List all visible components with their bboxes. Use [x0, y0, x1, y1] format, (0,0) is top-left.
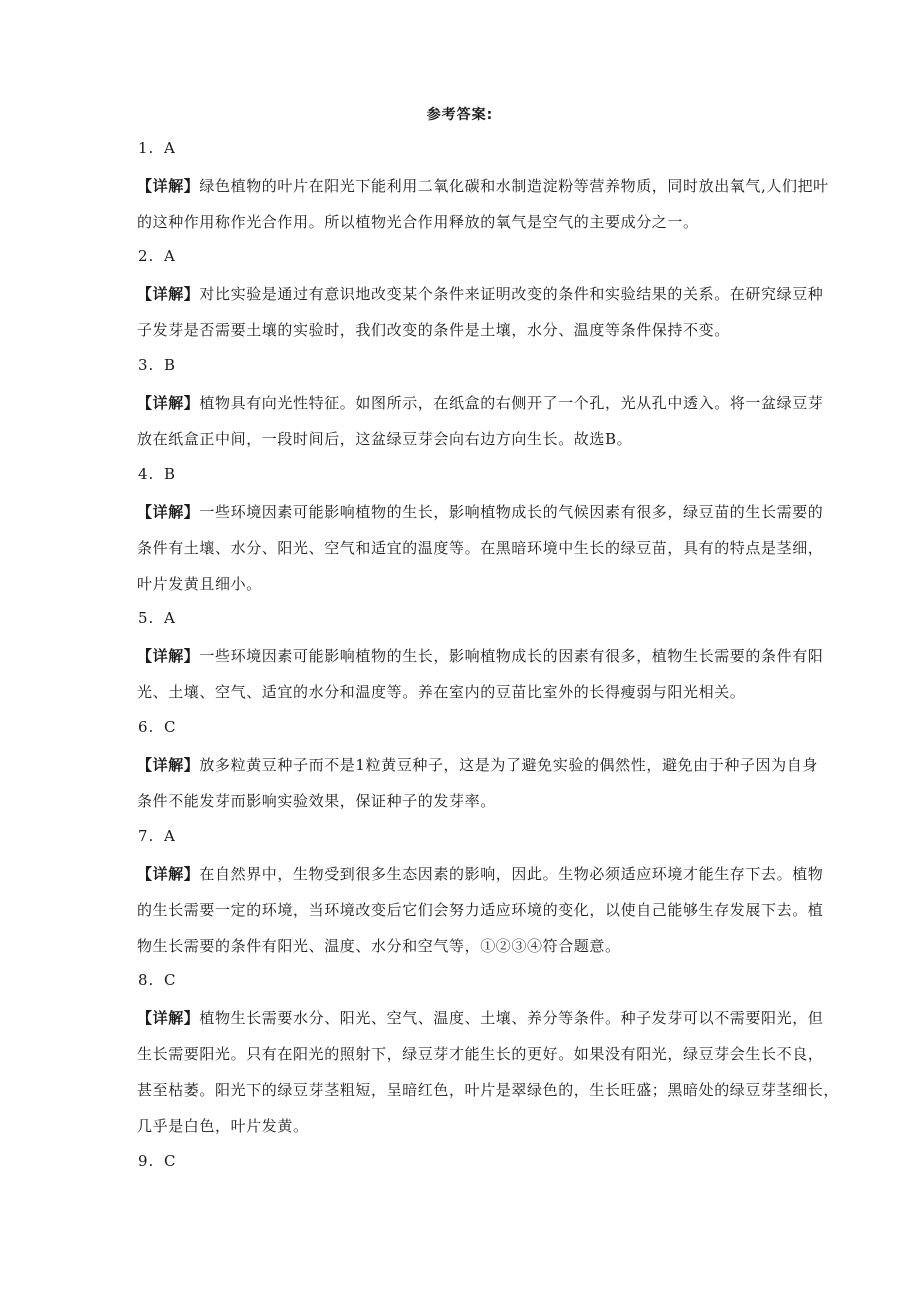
explanation-line: 子发芽是否需要土壤的实验时，我们改变的条件是土壤，水分、温度等条件保持不变。 [137, 321, 730, 339]
explanation-line: 物生长需要的条件有阳光、温度、水分和空气等，①②③④符合题意。 [137, 937, 621, 955]
detail-tag: 【详解】 [137, 394, 200, 412]
detail-tag: 【详解】 [137, 647, 200, 665]
explanation-line: 在自然界中，生物受到很多生态因素的影响，因此。生物必须适应环境才能生存下去。植物 [199, 865, 824, 883]
explanation-line: 条件不能发芽而影响实验效果，保证种子的发芽率。 [137, 792, 496, 810]
question-number: 3. [138, 356, 155, 374]
answer-letter: B [164, 465, 177, 483]
explanation-line: 的这种作用称作光合作用。所以植物光合作用释放的氧气是空气的主要成分之一。 [137, 213, 699, 231]
explanation-5 [137, 638, 824, 710]
explanation-2 [137, 276, 824, 348]
explanation-line: 放多粒黄豆种子而不是1粒黄豆种子，这是为了避免实验的偶然性，避免由于种子因为自身 [199, 756, 818, 774]
detail-tag: 【详解】 [137, 503, 200, 521]
explanation-line: 甚至枯萎。阳光下的绿豆芽茎粗短，呈暗红色，叶片是翠绿色的，生长旺盛；黑暗处的绿豆芽茎细长， [137, 1081, 840, 1099]
answer-6 [138, 718, 176, 736]
explanation-line: 一些环境因素可能影响植物的生长，影响植物成长的因素有很多，植物生长需要的条件有阳 [199, 647, 824, 665]
explanation-6 [137, 747, 818, 819]
detail-tag: 【详解】 [137, 756, 200, 774]
answer-letter: A [164, 247, 176, 265]
explanation-line: 放在纸盒正中间，一段时间后，这盆绿豆芽会向右边方向生长。故选B。 [137, 430, 633, 448]
answer-8 [138, 971, 176, 989]
explanation-line: 的生长需要一定的环境，当环境改变后它们会努力适应环境的变化，以使自己能够生存发展下去。植 [137, 901, 824, 919]
answer-letter: C [164, 1152, 177, 1170]
answer-1 [138, 139, 176, 157]
explanation-line: 几乎是白色，叶片发黄。 [137, 1117, 309, 1135]
answer-9 [138, 1152, 176, 1170]
question-number: 7. [138, 827, 155, 845]
answer-letter: B [164, 356, 177, 374]
answer-letter: A [164, 827, 176, 845]
explanation-line: 植物生长需要水分、阳光、空气、温度、土壤、养分等条件。种子发芽可以不需要阳光，但 [199, 1009, 824, 1027]
explanation-4 [137, 494, 824, 602]
question-number: 8. [138, 971, 155, 989]
explanation-line: 叶片发黄且细小。 [137, 575, 262, 593]
answer-letter: A [164, 609, 176, 627]
question-number: 9. [138, 1152, 155, 1170]
answer-2 [138, 247, 176, 265]
detail-tag: 【详解】 [137, 285, 200, 303]
page-title: 参考答案: [426, 107, 494, 123]
answer-5 [138, 609, 176, 627]
explanation-1 [137, 168, 829, 240]
answer-letter: C [164, 971, 177, 989]
explanation-line: 一些环境因素可能影响植物的生长，影响植物成长的气候因素有很多，绿豆苗的生长需要的 [199, 503, 824, 521]
explanation-line: 生长需要阳光。只有在阳光的照射下，绿豆芽才能生长的更好。如果没有阳光，绿豆芽会生长不良， [137, 1045, 824, 1063]
explanation-line: 植物具有向光性特征。如图所示，在纸盒的右侧开了一个孔，光从孔中透入。将一盆绿豆芽 [199, 394, 824, 412]
question-number: 1. [138, 139, 155, 157]
detail-tag: 【详解】 [137, 177, 200, 195]
explanation-8 [137, 1000, 840, 1144]
answer-3 [138, 356, 176, 374]
question-number: 6. [138, 718, 155, 736]
explanation-line: 绿色植物的叶片在阳光下能利用二氧化碳和水制造淀粉等营养物质，同时放出氧气,人们把叶 [199, 177, 829, 195]
detail-tag: 【详解】 [137, 865, 200, 883]
question-number: 4. [138, 465, 155, 483]
question-number: 2. [138, 247, 155, 265]
explanation-7 [137, 856, 824, 964]
explanation-line: 对比实验是通过有意识地改变某个条件来证明改变的条件和实验结果的关系。在研究绿豆种 [199, 285, 824, 303]
detail-tag: 【详解】 [137, 1009, 200, 1027]
answer-7 [138, 827, 176, 845]
explanation-3 [137, 385, 824, 457]
answer-letter: C [164, 718, 177, 736]
explanation-line: 光、土壤、空气、适宜的水分和温度等。养在室内的豆苗比室外的长得瘦弱与阳光相关。 [137, 683, 746, 701]
explanation-line: 条件有土壤、水分、阳光、空气和适宜的温度等。在黑暗环境中生长的绿豆苗，具有的特点是茎细， [137, 539, 824, 557]
answer-4 [138, 465, 176, 483]
question-number: 5. [138, 609, 155, 627]
answer-letter: A [164, 139, 176, 157]
